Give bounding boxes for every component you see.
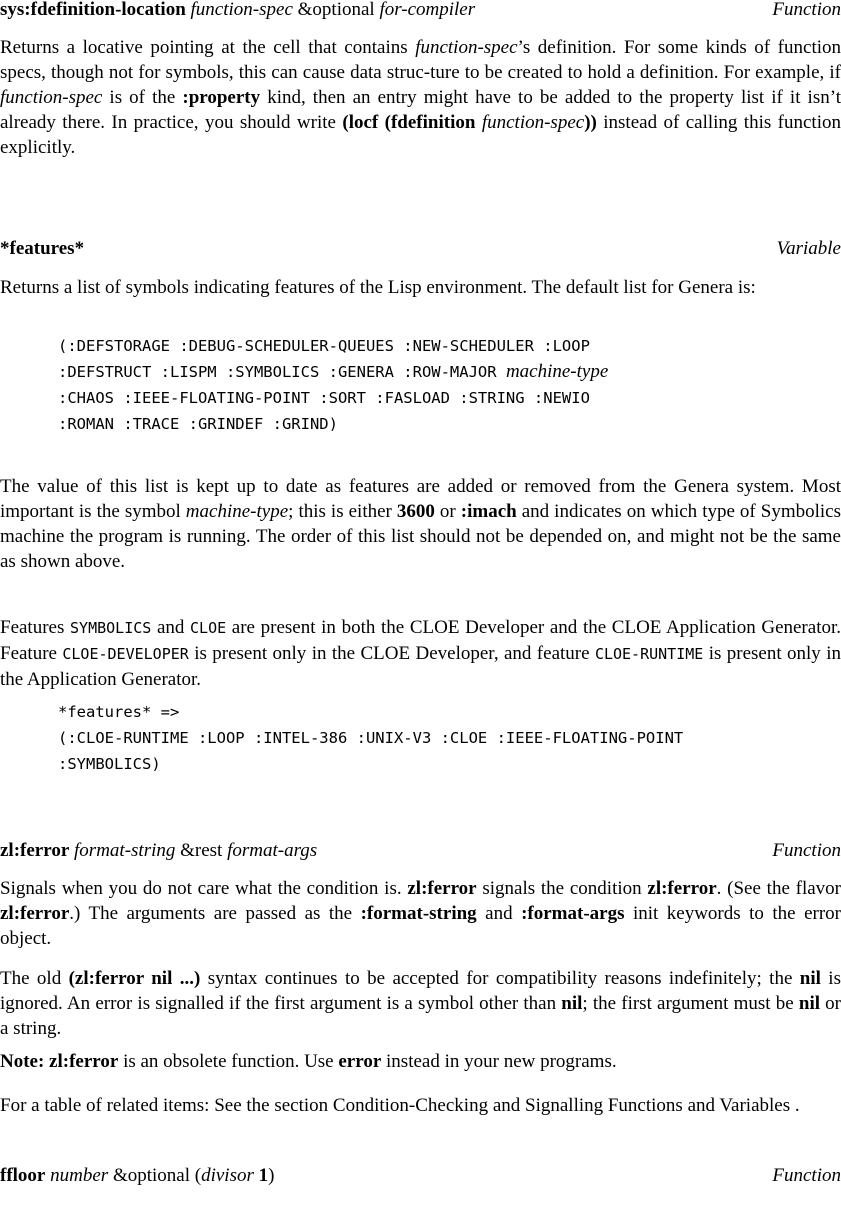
variable-name: *features* — [0, 238, 85, 259]
text: instead in your new programs. — [381, 1051, 617, 1072]
code-block — [58, 699, 683, 777]
function-name: zl:ferror — [0, 840, 70, 861]
text: machine-type — [185, 501, 289, 522]
text: nil — [798, 993, 820, 1014]
entry-signature — [0, 1163, 274, 1188]
text: Features — [0, 617, 71, 638]
text: is present only in the CLOE Developer, and feature — [188, 643, 595, 664]
text: is an obsolete function. Use — [118, 1051, 339, 1072]
text: function-spec — [481, 112, 585, 133]
text: The value of this list is kept up to date as features are added or removed from the Genera system. Most important is the symbol — [0, 476, 841, 522]
text: Returns a locative pointing at the cell that contains — [0, 37, 416, 58]
argument: divisor — [201, 1165, 254, 1186]
argument: for-compiler — [379, 0, 476, 20]
paragraph-related-items: For a table of related items: See the section Condition-Checking and Signalling Functions and Variables . — [0, 1095, 800, 1116]
lambda-keyword: &rest — [180, 840, 223, 861]
text: The old — [0, 968, 69, 989]
text: and indicates on which type of Symbolics machine the program is running. The order of this list should not be depended on, and might not be the same as shown above. — [0, 501, 841, 572]
entry-kind: Function — [772, 0, 841, 20]
text: is present only in the Application Generator. — [0, 643, 841, 690]
text: and — [476, 903, 522, 924]
text: zl:ferror — [647, 878, 717, 899]
entry-kind: Function — [772, 840, 841, 861]
text: :imach — [460, 501, 517, 522]
code-line: (:CLOE-RUNTIME :LOOP :INTEL-386 :UNIX-V3 :CLOE :IEEE-FLOATING-POINT — [58, 729, 684, 747]
entry-features — [0, 236, 841, 261]
text: function-spec — [0, 87, 103, 108]
entry-kind: Variable — [776, 238, 841, 259]
text: or — [434, 501, 461, 522]
default-value: 1 — [258, 1165, 269, 1186]
text: signals the condition — [476, 878, 648, 899]
paren: ) — [268, 1165, 275, 1186]
text: zl:ferror — [0, 903, 70, 924]
text: nil — [799, 968, 821, 989]
code-line: (:DEFSTORAGE :DEBUG-SCHEDULER-QUEUES :NEW-SCHEDULER :LOOP — [58, 337, 590, 355]
code-symbol: CLOE-DEVELOPER — [62, 645, 189, 663]
entry-fdefinition-location — [0, 0, 841, 22]
text: instead of calling this function explicitly. — [0, 112, 841, 158]
text: zl:ferror — [407, 878, 477, 899]
code-symbol: CLOE-RUNTIME — [594, 645, 704, 663]
text: function-spec — [415, 37, 518, 58]
lambda-keyword: &optional — [112, 1165, 190, 1186]
text: is of the — [102, 87, 183, 108]
code-line — [58, 359, 608, 385]
code-block — [58, 333, 608, 437]
text: init keywords to the error object. — [0, 903, 841, 949]
text: kind, then an entry might have to be added to the property list if it isn’t already there. In practice, you should write — [0, 87, 841, 133]
text: :DEFSTRUCT :LISPM :SYMBOLICS :GENERA :ROW-MAJOR — [58, 363, 506, 381]
text: ’s definition. For some kinds of function specs, though not for symbols, this can cause data struc-ture to be created to hold a definition. For example, if — [0, 37, 841, 83]
entry-header — [0, 0, 841, 22]
paragraph — [0, 876, 841, 951]
text: ; the first argument must be — [582, 993, 799, 1014]
paragraph — [0, 474, 841, 574]
entry-kind: Function — [772, 1165, 841, 1186]
paragraph — [0, 35, 841, 160]
text: )) — [584, 112, 597, 133]
entry-ffloor — [0, 1163, 841, 1188]
text: is ignored. An error is signalled if the first argument is a symbol other than — [0, 968, 841, 1014]
text: . (See the flavor — [716, 878, 841, 899]
text: and — [151, 617, 191, 638]
code-line: :ROMAN :TRACE :GRINDEF :GRIND) — [58, 415, 338, 433]
code-line: *features* => — [58, 703, 180, 721]
text: :format-string — [360, 903, 477, 924]
paragraph — [0, 1049, 841, 1074]
function-name: sys:fdefinition-location — [0, 0, 186, 20]
text: ; this is either — [288, 501, 397, 522]
code-line: :SYMBOLICS) — [58, 755, 161, 773]
entry-header — [0, 236, 841, 261]
text: error — [338, 1051, 382, 1072]
paragraph — [0, 615, 841, 692]
entry-header — [0, 838, 841, 863]
entry-signature — [0, 236, 84, 261]
argument: number — [50, 1165, 109, 1186]
text: are present in both the CLOE Developer and the CLOE Application Generator. Feature — [0, 617, 841, 664]
text: (locf (fdefinition — [342, 112, 482, 133]
argument: format-args — [227, 840, 318, 861]
lambda-keyword: &optional — [297, 0, 375, 20]
function-name: ffloor — [0, 1165, 46, 1186]
code-line: :CHAOS :IEEE-FLOATING-POINT :SORT :FASLOAD :STRING :NEWIO — [58, 389, 590, 407]
text: nil — [561, 993, 583, 1014]
text: syntax continues to be accepted for compatibility reasons indefinitely; the — [200, 968, 800, 989]
entry-signature — [0, 838, 317, 863]
entry-ferror — [0, 838, 841, 863]
paren: ( — [194, 1165, 202, 1186]
code-symbol: SYMBOLICS — [70, 619, 152, 637]
text: 3600 — [396, 501, 435, 522]
paragraph: Returns a list of symbols indicating features of the Lisp environment. The default list for Genera is: — [0, 277, 756, 298]
entry-header — [0, 1163, 841, 1188]
text: .) The arguments are passed as the — [69, 903, 361, 924]
code-symbol: CLOE — [190, 619, 227, 637]
text: Note: zl:ferror — [0, 1051, 119, 1072]
argument: function-spec — [190, 0, 293, 20]
text: machine-type — [505, 361, 609, 382]
text: or a string. — [0, 993, 841, 1039]
argument: format-string — [74, 840, 176, 861]
entry-signature — [0, 0, 475, 22]
text: :property — [182, 87, 261, 108]
text: :format-args — [521, 903, 625, 924]
text: Signals when you do not care what the condition is. — [0, 878, 408, 899]
paragraph — [0, 966, 841, 1041]
text: (zl:ferror nil ...) — [68, 968, 201, 989]
